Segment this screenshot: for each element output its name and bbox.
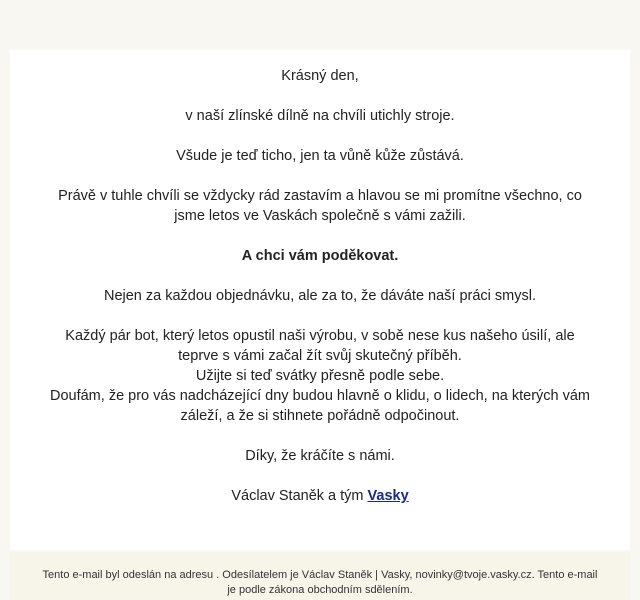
email-body [10,50,630,506]
paragraph-reflection: Právě v tuhle chvíli se vždycky rád zastavím a hlavou se mi promítne všechno, co jsme letos ve Vaskách společně s vámi zažili. [58,188,582,224]
paragraph-holidays: Užijte si teď svátky přesně podle sebe. [195,368,445,384]
signoff [10,486,630,506]
paragraph-workshop: v naší zlínské dílně na chvíli utichly stroje. [185,108,455,124]
footer [10,552,630,600]
footer-legal-text: Tento e-mail byl odeslán na adresu . Odesílatelem je Václav Staněk | Vasky, novinky@tvoje.vasky.cz. Tento e-mail je podle zákona obchodním sdělením. [42,569,598,596]
paragraph-walk-with-us: Díky, že kráčíte s námi. [245,448,395,464]
paragraph-silence: Všude je teď ticho, jen ta vůně kůže zůstává. [176,148,464,164]
greeting: Krásný den, [281,68,359,84]
paragraph-shoes: Každý pár bot, který letos opustil naši výrobu, v sobě nese kus našeho úsilí, ale teprve s vámi začal žít svůj skutečný příběh. [65,328,575,364]
top-spacer [0,0,640,50]
paragraph-rest: Doufám, že pro vás nadcházející dny budou hlavně o klidu, o lidech, na kterých vám záleží, a že si stihnete pořádně odpočinout. [49,388,591,424]
signoff-name: Václav Staněk a tým [231,488,368,504]
paragraph-meaning: Nejen za každou objednávku, ale za to, že dáváte naší práci smysl. [103,288,537,304]
vasky-link[interactable]: Vasky [367,488,409,504]
thanks-heading: A chci vám poděkovat. [241,248,399,264]
email-card [10,50,630,550]
